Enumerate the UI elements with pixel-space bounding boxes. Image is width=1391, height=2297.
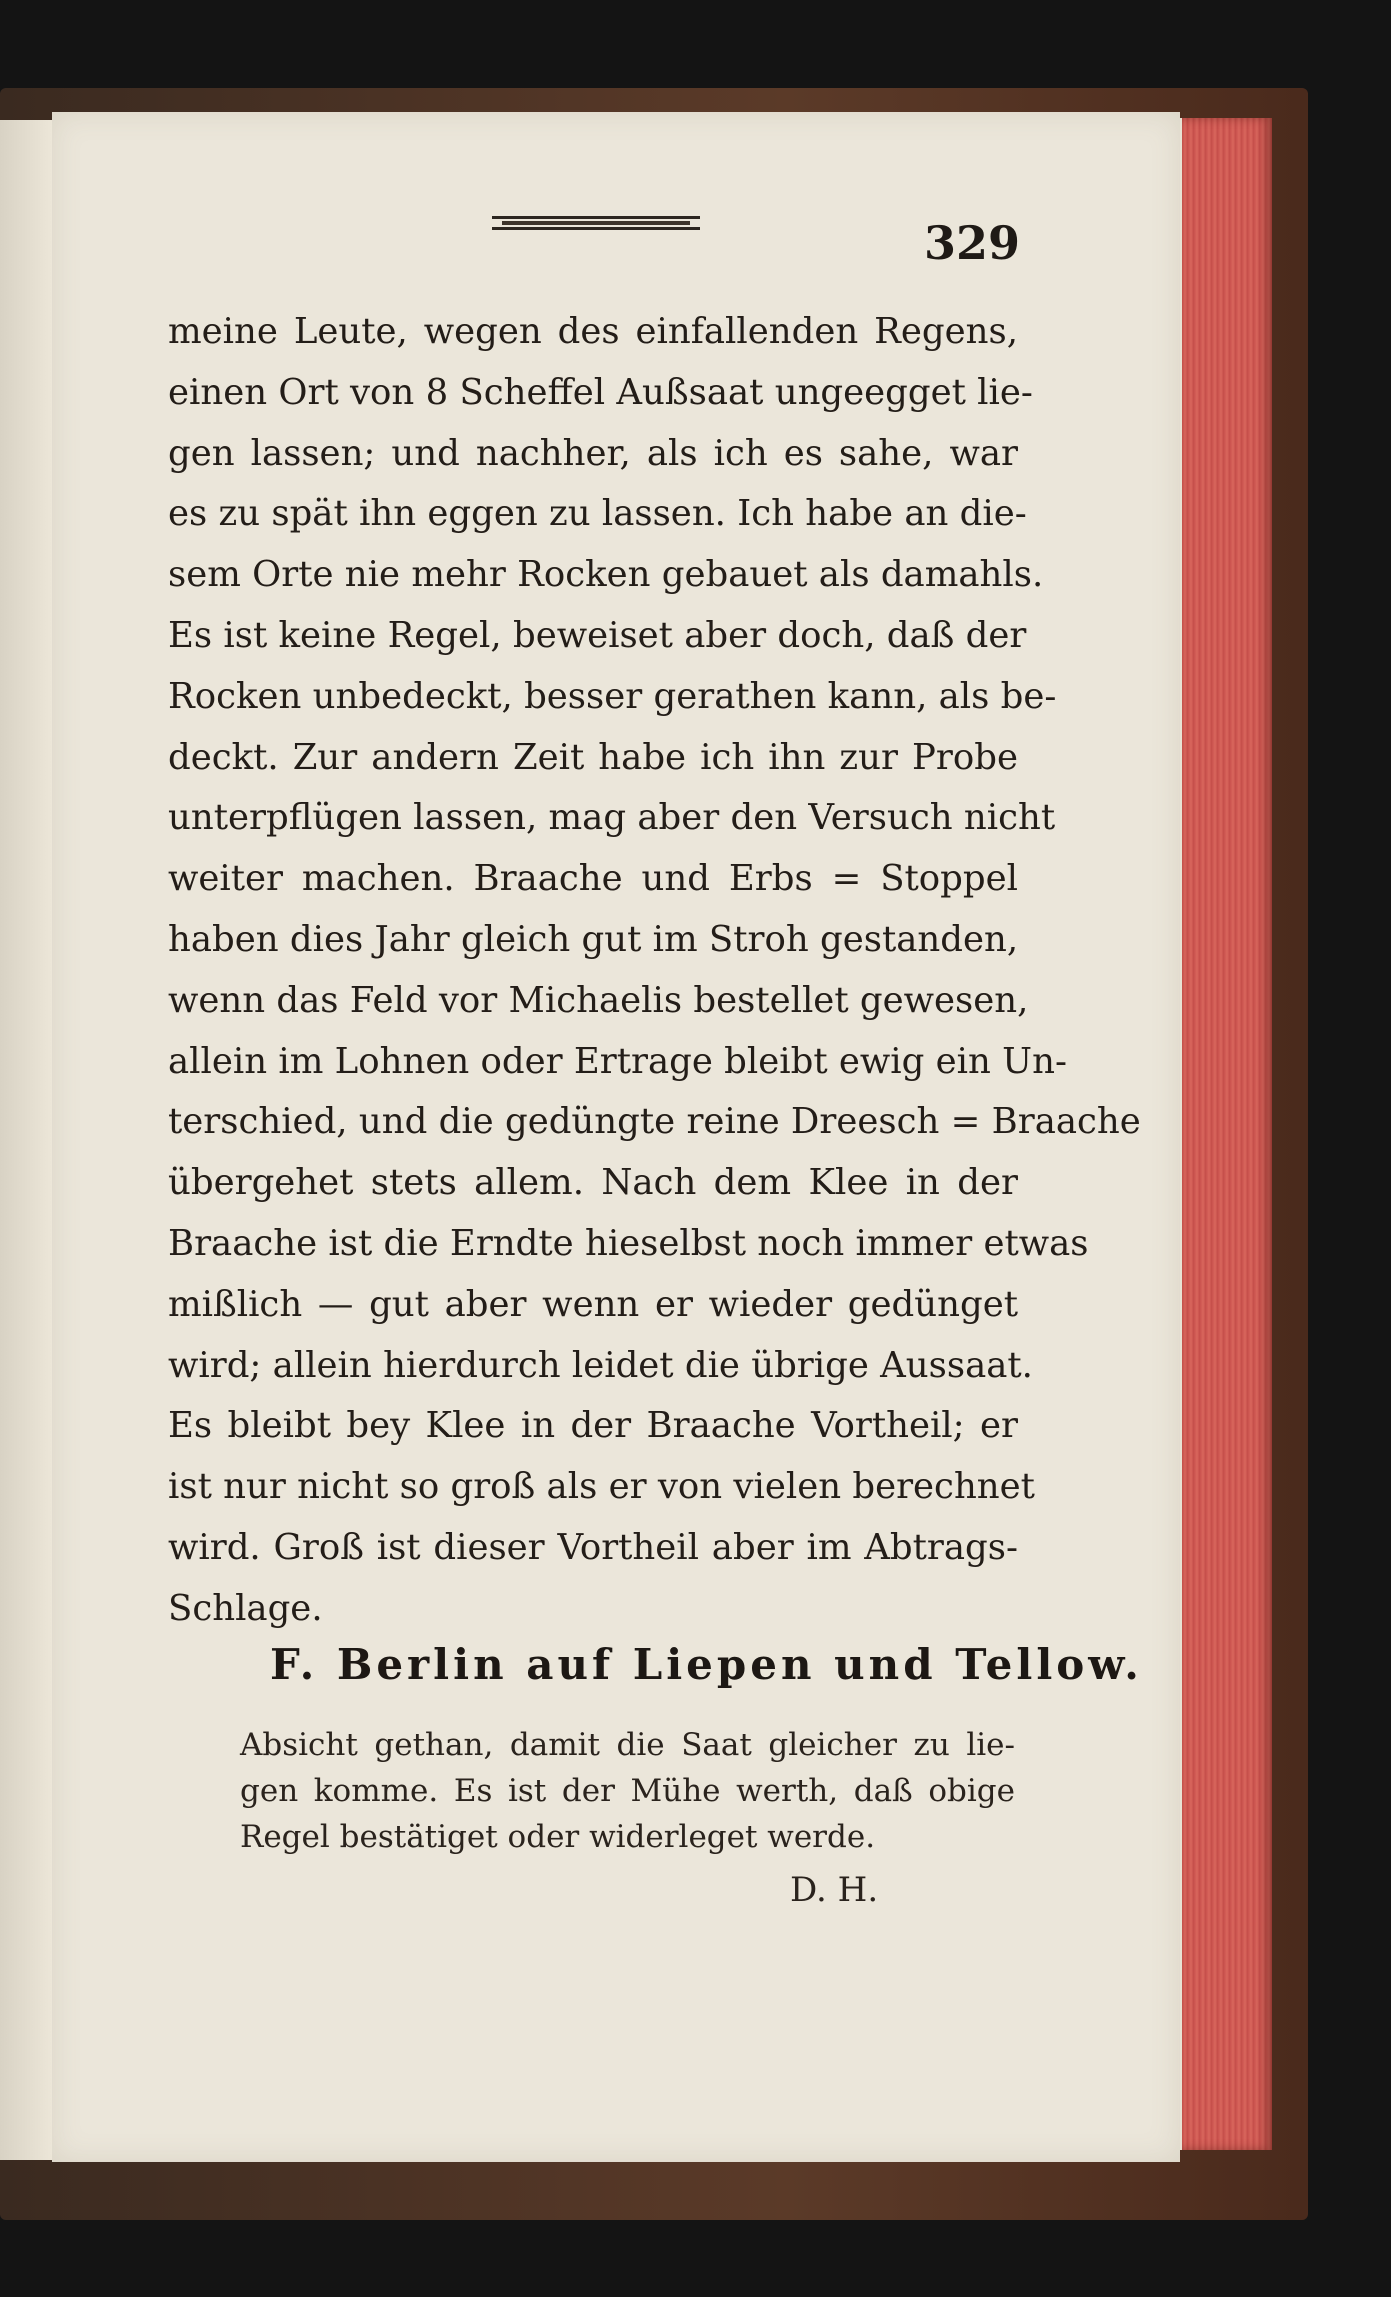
body-text	[168, 302, 1141, 1640]
text-line: haben dies Jahr gleich gut im Stroh gestanden,	[168, 918, 1019, 960]
footnote-signature: D. H.	[790, 1870, 879, 1910]
text-line: Es bleibt bey Klee in der Braache Vortheil; er	[168, 1405, 1018, 1447]
text-line: es zu spät ihn eggen zu lassen. Ich habe an die-	[168, 493, 1027, 535]
text-line: Es ist keine Regel, beweiset aber doch, daß der	[168, 614, 1027, 656]
text-line: mißlich — gut aber wenn er wieder gedünget	[168, 1283, 1018, 1325]
text-line: unterpflügen lassen, mag aber den Versuch nicht	[168, 797, 1056, 839]
section-heading: F. Berlin auf Liepen und Tellow.	[270, 1640, 1143, 1689]
text-line: wird; allein hierdurch leidet die übrige Aussaat.	[168, 1344, 1033, 1386]
text-line: ist nur nicht so groß als er von vielen berechnet	[168, 1466, 1035, 1508]
footnote-line: Regel bestätiget oder widerleget werde.	[240, 1819, 876, 1855]
text-line: Schlage.	[168, 1587, 323, 1629]
footnote	[240, 1722, 1015, 1860]
text-line: deckt. Zur andern Zeit habe ich ihn zur Probe	[168, 736, 1018, 778]
text-line: meine Leute, wegen des einfallenden Regens,	[168, 311, 1018, 352]
red-page-edges	[1180, 118, 1272, 2150]
text-line: sem Orte nie mehr Rocken gebauet als damahls.	[168, 554, 1044, 596]
text-line: terschied, und die gedüngte reine Dreesch = Braache	[168, 1101, 1141, 1143]
page-number: 329	[923, 216, 1020, 270]
text-line: wird. Groß ist dieser Vortheil aber im Abtrags-	[168, 1526, 1018, 1568]
text-line: übergehet stets allem. Nach dem Klee in der	[168, 1162, 1018, 1204]
footnote-line: Absicht gethan, damit die Saat gleicher zu lie-	[240, 1727, 1015, 1763]
text-line: einen Ort von 8 Scheffel Außsaat ungeegget lie-	[168, 371, 1033, 413]
text-line: gen lassen; und nachher, als ich es sahe, war	[168, 432, 1018, 474]
header-ornament-rule	[492, 216, 700, 230]
text-line: allein im Lohnen oder Ertrage bleibt ewig ein Un-	[168, 1040, 1067, 1082]
footnote-line: gen komme. Es ist der Mühe werth, daß obige	[240, 1773, 1015, 1809]
text-line: wenn das Feld vor Michaelis bestellet gewesen,	[168, 979, 1029, 1021]
text-line: Rocken unbedeckt, besser gerathen kann, als be-	[168, 675, 1057, 717]
facing-page-edge	[0, 120, 54, 2160]
text-line: Braache ist die Erndte hieselbst noch immer etwas	[168, 1222, 1089, 1264]
text-line: weiter machen. Braache und Erbs = Stoppel	[168, 858, 1018, 900]
